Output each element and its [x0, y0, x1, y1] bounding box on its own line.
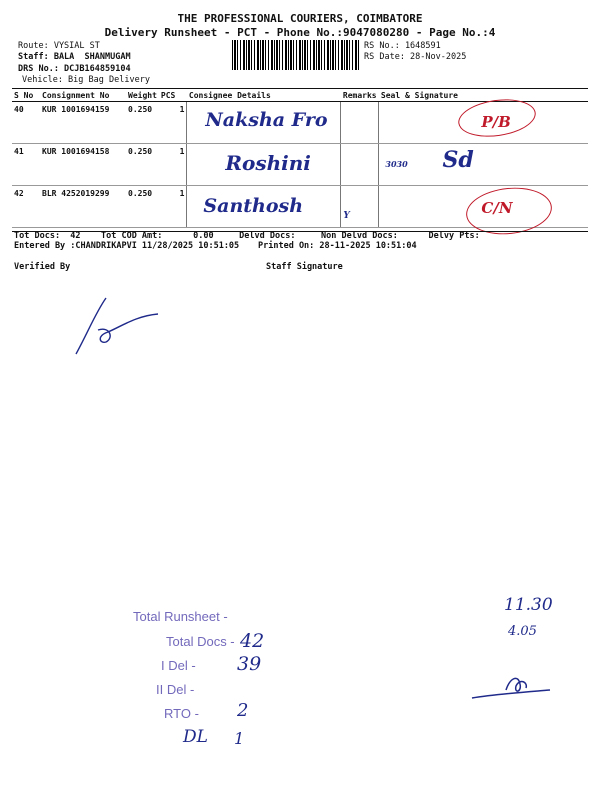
col-consignment: Consignment No — [40, 89, 126, 102]
cell-weight: 0.250 — [126, 102, 159, 144]
table-row — [12, 144, 588, 186]
consignee-handwriting: Roshini — [225, 151, 311, 175]
vehicle-label: Vehicle: Big Bag Delivery — [22, 75, 150, 85]
col-consignee: Consignee Details — [187, 89, 341, 102]
cell-pcs: 1 — [159, 144, 187, 186]
verifier-signature — [66, 292, 166, 362]
cell-pcs: 1 — [159, 102, 187, 144]
cell-consignment: KUR 1001694158 — [40, 144, 126, 186]
entered-by: Entered By :CHANDRIKAPVI 11/28/2025 10:51:05 — [14, 241, 240, 251]
staff-label: Staff: BALA SHANMUGAM — [18, 52, 131, 62]
cell-remarks — [341, 186, 379, 228]
cell-consignment: KUR 1001694159 — [40, 102, 126, 144]
stamp-i-del-label: I Del - — [161, 658, 196, 673]
route-label: Route: VYSIAL ST — [18, 41, 100, 51]
cell-consignee — [187, 144, 341, 186]
time-in-handwriting: 4.05 — [508, 624, 537, 639]
stamp-total-docs-value: 42 — [240, 630, 265, 652]
cell-seal — [379, 144, 588, 186]
staff-signature-scribble — [466, 668, 556, 708]
barcode — [232, 40, 360, 70]
cell-consignment: BLR 4252019299 — [40, 186, 126, 228]
cell-consignee — [187, 102, 341, 144]
runsheet-subtitle: Delivery Runsheet - PCT - Phone No.:9047080280 - Page No.:4 — [104, 26, 496, 39]
signature-handwriting: Sd — [442, 147, 474, 173]
cell-sno: 40 — [12, 102, 40, 144]
totals-line: Tot Docs: 42 Tot COD Amt: 0.00 Delvd Docs: Non Delvd Docs: Delvy Pts: — [14, 231, 480, 241]
stamp-rto-label: RTO - — [164, 706, 199, 721]
col-sno: S No — [12, 89, 40, 102]
time-out-handwriting: 11.30 — [504, 595, 553, 615]
seal-mark: P/B — [481, 113, 511, 131]
cell-pcs: 1 — [159, 186, 187, 228]
cell-sno: 41 — [12, 144, 40, 186]
remark-handwriting: 3030 — [385, 159, 408, 169]
staff-signature-label: Staff Signature — [266, 262, 343, 272]
stamp-rto-value: 2 — [237, 700, 249, 721]
stamp-i-del-value: 39 — [237, 653, 262, 675]
verified-by-label: Verified By — [14, 262, 71, 272]
drs-label: DRS No.: DCJB164859104 — [18, 64, 131, 74]
rs-date: RS Date: 28-Nov-2025 — [364, 52, 467, 62]
col-pcs: PCS — [159, 89, 187, 102]
stamp-ii-del-label: II Del - — [156, 682, 195, 697]
col-weight: Weight — [128, 90, 157, 100]
printed-on: Printed On: 28-11-2025 10:51:04 — [258, 241, 417, 251]
col-seal: Seal & Signature — [379, 89, 588, 102]
cell-weight: 0.250 — [126, 144, 159, 186]
rs-number: RS No.: 1648591 — [364, 41, 441, 51]
remark-handwriting: Y — [343, 211, 350, 221]
cell-weight: 0.250 — [126, 186, 159, 228]
stamp-dl-value: 1 — [234, 729, 245, 748]
company-title: THE PROFESSIONAL COURIERS, COIMBATORE — [177, 12, 423, 25]
cell-consignee — [187, 186, 341, 228]
consignee-handwriting: Naksha Fro — [205, 109, 328, 131]
stamp-dl-label: DL — [183, 727, 208, 747]
consignee-handwriting: Santhosh — [203, 195, 304, 217]
cell-remarks — [341, 144, 379, 186]
cell-remarks — [341, 102, 379, 144]
seal-mark: C/N — [481, 199, 513, 217]
stamp-total-docs-label: Total Docs - — [166, 634, 235, 649]
col-remarks: Remarks — [341, 89, 379, 102]
stamp-total-runsheet: Total Runsheet - — [133, 609, 228, 624]
cell-sno: 42 — [12, 186, 40, 228]
